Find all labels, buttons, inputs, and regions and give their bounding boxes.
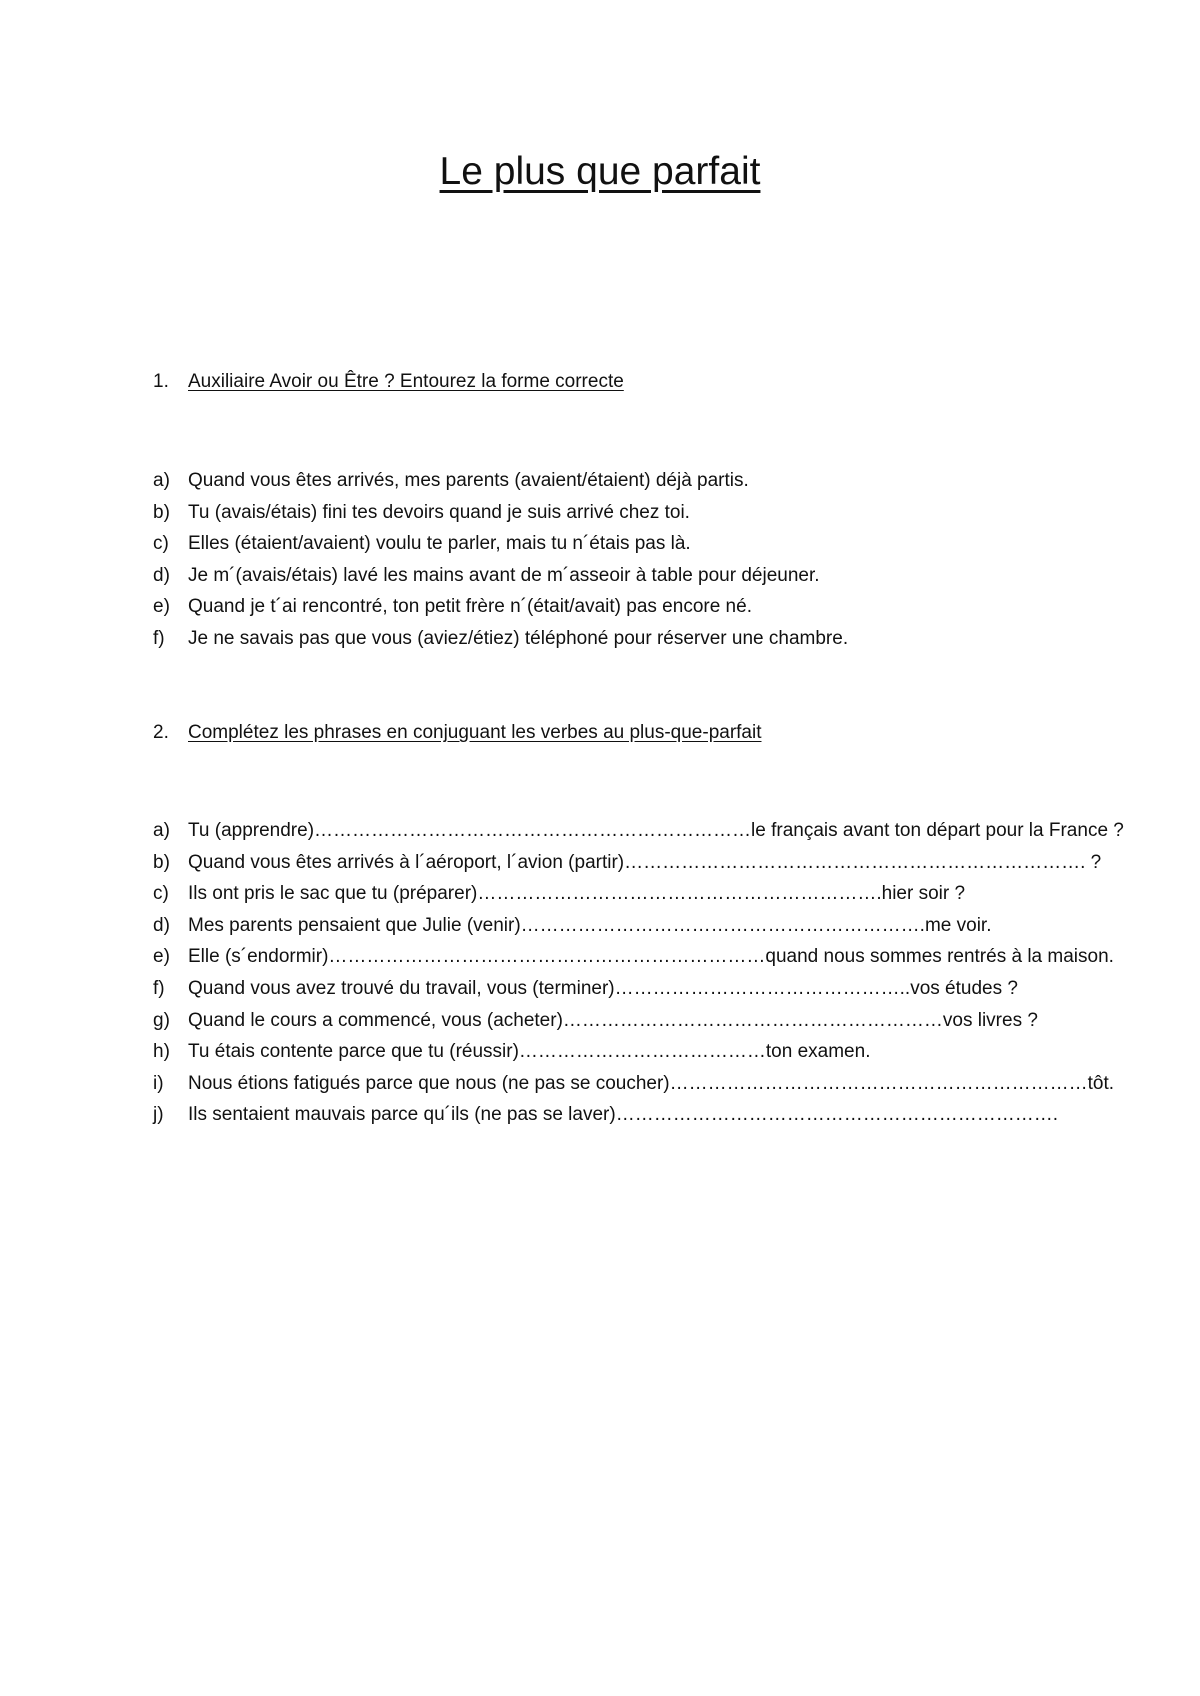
item-text: Quand vous avez trouvé du travail, vous (terminer)………………………………………..vos études ? (188, 977, 1018, 999)
list-item (153, 941, 1124, 973)
item-letter: i) (153, 1072, 164, 1094)
list-item (153, 528, 848, 560)
list-item (153, 973, 1124, 1005)
item-text: Quand le cours a commencé, vous (acheter)……………………………………………………vos livres ? (188, 1009, 1038, 1031)
item-text: Elles (étaient/avaient) voulu te parler, mais tu n´étais pas là. (188, 533, 691, 555)
item-letter: e) (153, 596, 170, 618)
section-instruction: Auxiliaire Avoir ou Être ? Entourez la forme correcte (188, 371, 624, 392)
item-text: Quand je t´ai rencontré, ton petit frère n´(était/avait) pas encore né. (188, 596, 752, 618)
section-2-heading (153, 720, 762, 746)
item-letter: a) (153, 820, 170, 841)
item-letter: f) (153, 977, 165, 999)
list-item (153, 465, 848, 497)
page-title: Le plus que parfait (439, 150, 761, 193)
item-text: Ils ont pris le sac que tu (préparer)……………………………………………………….hier soir ? (188, 883, 966, 905)
list-item (153, 623, 848, 655)
item-text: Tu (apprendre)……………………………………………………………le français avant ton départ pour la France ? (188, 820, 1124, 841)
section-instruction: Complétez les phrases en conjuguant les verbes au plus-que-parfait (188, 722, 762, 743)
list-item (153, 815, 1124, 847)
list-item (153, 497, 848, 529)
item-letter: e) (153, 946, 170, 968)
item-letter: d) (153, 564, 170, 586)
item-text: Tu (avais/étais) fini tes devoirs quand je suis arrivé chez toi. (188, 501, 690, 523)
item-text: Je ne savais pas que vous (aviez/étiez) téléphoné pour réserver une chambre. (188, 627, 849, 649)
list-item (153, 560, 848, 592)
section-number: 1. (153, 371, 169, 392)
item-letter: g) (153, 1009, 170, 1031)
list-item (153, 1068, 1124, 1100)
exercise-2-list (153, 815, 1124, 1131)
item-text: Nous étions fatigués parce que nous (ne pas se coucher)…………………………………………………………tôt. (188, 1072, 1115, 1094)
item-letter: c) (153, 883, 169, 905)
item-letter: h) (153, 1041, 170, 1063)
item-letter: d) (153, 914, 170, 936)
section-1-heading (153, 369, 624, 395)
exercise-1-list (153, 465, 848, 655)
item-letter: b) (153, 501, 170, 523)
item-letter: j) (153, 1104, 164, 1126)
item-text: Elle (s´endormir)……………………………………………………………quand nous sommes rentrés à la maison. (188, 946, 1114, 968)
list-item (153, 910, 1124, 942)
list-item (153, 1036, 1124, 1068)
item-letter: f) (153, 627, 165, 649)
list-item (153, 1005, 1124, 1037)
item-letter: b) (153, 851, 170, 873)
item-text: Mes parents pensaient que Julie (venir)……………………………………………………….me voir. (188, 914, 992, 936)
item-letter: c) (153, 533, 169, 555)
item-text: Quand vous êtes arrivés, mes parents (avaient/étaient) déjà partis. (188, 470, 749, 491)
item-text: Je m´(avais/étais) lavé les mains avant de m´asseoir à table pour déjeuner. (188, 564, 820, 586)
item-text: Quand vous êtes arrivés à l´aéroport, l´avion (partir)………………………………………………………………. ? (188, 851, 1102, 873)
list-item (153, 847, 1124, 879)
item-text: Tu étais contente parce que tu (réussir)…………………………………ton examen. (188, 1041, 871, 1063)
list-item (153, 591, 848, 623)
list-item (153, 1099, 1124, 1131)
item-letter: a) (153, 470, 170, 491)
list-item (153, 878, 1124, 910)
section-number: 2. (153, 722, 169, 743)
item-text: Ils sentaient mauvais parce qu´ils (ne pas se laver)……………………………………………………………. (188, 1104, 1058, 1126)
